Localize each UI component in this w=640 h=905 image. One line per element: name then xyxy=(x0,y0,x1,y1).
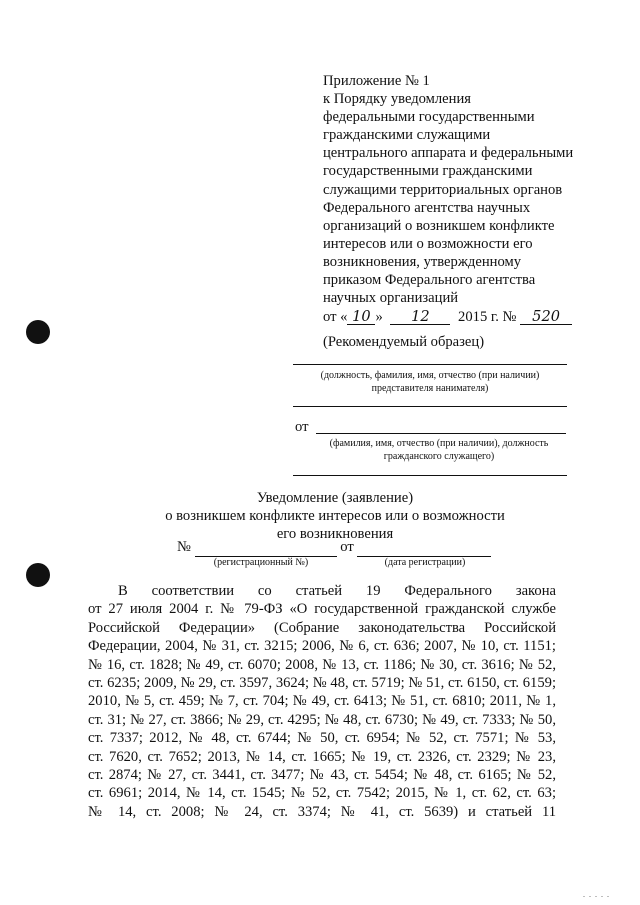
sender-line-2[interactable] xyxy=(293,475,567,476)
body-line: ст. 6961; 2014, № 14, ст. 1545; № 52, ст. 7542; 2015, № 1, ст. 62, ст. 63; xyxy=(88,785,556,802)
appendix-line: организаций о возникшем конфликте xyxy=(323,217,555,234)
body-line: ст. 2874; № 27, ст. 3441, ст. 3477; № 43, ст. 5454; № 48, ст. 6165; № 52, xyxy=(88,766,556,783)
order-date-line xyxy=(323,308,623,326)
appendix-line: приказом Федерального агентства xyxy=(323,272,536,289)
number-sign: № xyxy=(177,539,191,555)
appendix-line: возникновения, утвержденному xyxy=(323,253,521,270)
body-paragraph xyxy=(88,582,556,821)
handwritten-day: 10 xyxy=(347,309,375,325)
sample-label: (Рекомендуемый образец) xyxy=(323,334,485,350)
appendix-line: государственными гражданскими xyxy=(323,163,533,180)
binder-hole-top xyxy=(26,320,50,344)
body-line: 2010, № 5, ст. 459; № 7, ст. 704; № 49, ст. 6413; № 51, ст. 6810; 2011, № 1, xyxy=(88,693,556,710)
body-line: ст. 6235; 2009, № 29, ст. 3597, 3624; № 48, ст. 5719; № 51, ст. 6150, ст. 6159; xyxy=(88,674,556,691)
appendix-line: центрального аппарата и федеральными xyxy=(323,145,574,162)
registration-row xyxy=(177,539,491,557)
addressee-caption-line: представителя нанимателя) xyxy=(371,383,489,394)
registration-date-caption: (дата регистрации) xyxy=(384,557,466,568)
sender-caption-line: (фамилия, имя, отчество (при наличии), должность xyxy=(329,438,549,449)
addressee-line[interactable] xyxy=(293,364,567,365)
body-line: № 14, ст. 2008; № 24, ст. 3374; № 41, ст. 5639) и статьей 11 xyxy=(88,803,556,820)
body-line: Федерации, 2004, № 31, ст. 3215; 2006, № 6, ст. 636; 2007, № 10, ст. 1151; xyxy=(88,638,556,655)
date-prefix: от « xyxy=(323,309,348,326)
from-word: от xyxy=(340,539,354,555)
appendix-line: федеральными государственными xyxy=(323,109,535,126)
title-line: Уведомление (заявление) xyxy=(256,490,414,506)
addressee-line-2[interactable] xyxy=(293,406,567,407)
body-line: ст. 7337; 2012, № 48, ст. 6744; № 50, ст. 6954; № 52, ст. 7571; № 53, xyxy=(88,730,556,747)
title-line: его возникновения xyxy=(276,526,394,542)
binder-hole-bottom xyxy=(26,563,50,587)
body-line: Российской Федерации» (Собрание законодательства Российской xyxy=(88,619,556,636)
handwritten-month: 12 xyxy=(390,309,450,325)
sender-caption xyxy=(306,437,572,463)
body-line: ст. 7620, ст. 7652; 2013, № 14, ст. 1665; № 19, ст. 2326, ст. 2329; № 23, xyxy=(88,748,556,765)
sender-caption-line: гражданского служащего) xyxy=(383,451,495,462)
from-label: от xyxy=(295,419,309,435)
registration-number-caption: (регистрационный №) xyxy=(213,557,309,568)
date-year: 2015 г. № xyxy=(458,309,517,326)
appendix-line: служащими территориальных органов xyxy=(323,181,563,198)
registration-number-field[interactable] xyxy=(195,539,337,557)
body-line: № 16, ст. 1828; № 49, ст. 6070; 2008, № 13, ст. 1186; № 30, ст. 3616; № 52, xyxy=(88,656,556,673)
appendix-line: к Порядку уведомления xyxy=(323,91,471,108)
appendix-line: научных организаций xyxy=(323,290,459,307)
addressee-caption-line: (должность, фамилия, имя, отчество (при наличии) xyxy=(320,370,540,381)
document-title xyxy=(150,489,520,543)
body-line: В соответствии со статьей 19 Федерального закона xyxy=(118,583,556,599)
registration-date-field[interactable] xyxy=(357,539,491,557)
appendix-header xyxy=(323,72,623,326)
date-mid: » xyxy=(375,309,383,326)
appendix-line: Федерального агентства научных xyxy=(323,199,531,216)
addressee-caption xyxy=(293,369,567,395)
appendix-line: интересов или о возможности его xyxy=(323,235,533,252)
body-line: от 27 июля 2004 г. № 79-ФЗ «О государственной гражданской службе xyxy=(88,601,556,618)
title-line: о возникшем конфликте интересов или о возможности xyxy=(165,508,505,524)
sender-line[interactable] xyxy=(316,433,566,434)
appendix-line: Приложение № 1 xyxy=(323,73,430,89)
body-line: ст. 31; № 27, ст. 3866; № 29, ст. 4295; № 48, ст. 6730; № 49, ст. 7333; № 50, xyxy=(88,711,556,728)
scan-artifact: . . . . . xyxy=(583,890,610,899)
handwritten-order-number: 520 xyxy=(520,309,572,325)
appendix-line: гражданскими служащими xyxy=(323,127,491,144)
